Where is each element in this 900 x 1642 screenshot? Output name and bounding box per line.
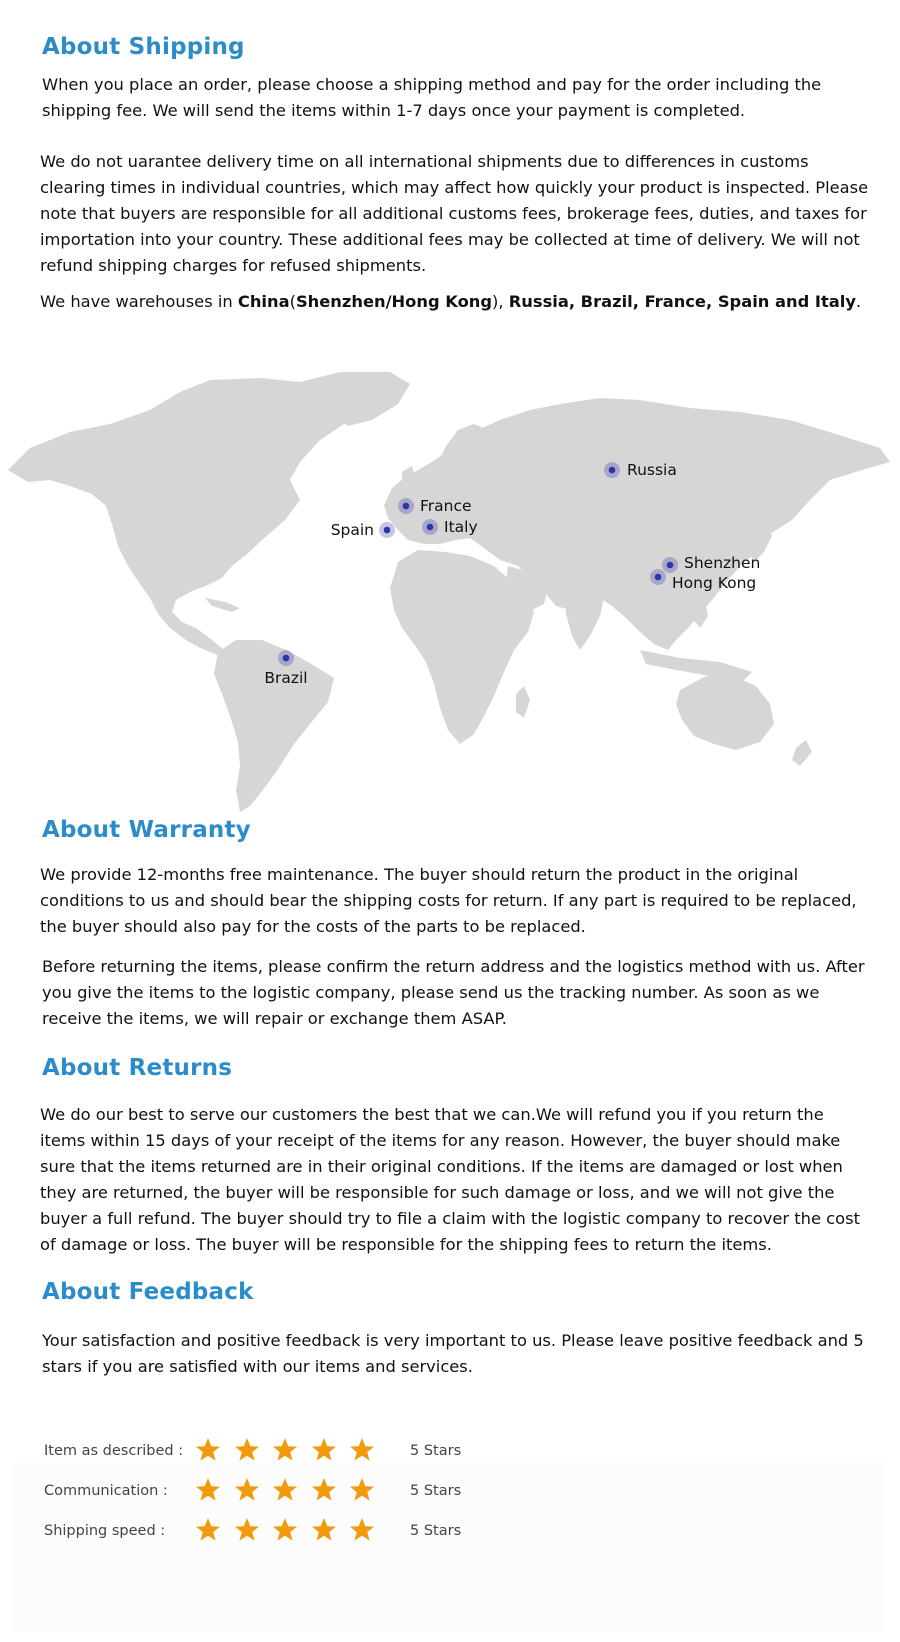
star-icon bbox=[310, 1436, 338, 1464]
rating-row-shipping-speed bbox=[44, 1516, 744, 1550]
pin-label-italy: Italy bbox=[444, 518, 478, 536]
warehouse-china-cities: Shenzhen/Hong Kong bbox=[295, 292, 493, 311]
star-icon bbox=[271, 1516, 299, 1544]
paren-open: ( bbox=[289, 292, 296, 311]
rating-value: 5 Stars bbox=[410, 1523, 462, 1539]
pin-label-france: France bbox=[420, 497, 472, 515]
pin-russia-dot bbox=[609, 467, 616, 474]
warehouses-prefix: We have warehouses in bbox=[40, 292, 238, 311]
pin-label-russia: Russia bbox=[627, 461, 677, 479]
world-map bbox=[0, 372, 900, 822]
warranty-paragraph-2: Before returning the items, please confirm the return address and the logistics method with us. After you give the items to the logistic company, please send us the tracking number. As soon as we receive the items, we will repair or exchange them ASAP. bbox=[42, 957, 865, 1028]
pin-spain bbox=[331, 521, 395, 539]
returns-title: About Returns bbox=[42, 1055, 233, 1081]
rating-value: 5 Stars bbox=[410, 1483, 462, 1499]
rating-value: 5 Stars bbox=[410, 1443, 462, 1459]
star-icon bbox=[233, 1436, 261, 1464]
star-icon bbox=[233, 1516, 261, 1544]
star-icon bbox=[271, 1476, 299, 1504]
north-america-shape bbox=[8, 378, 380, 655]
se-asia-islands-shape bbox=[640, 650, 752, 680]
pin-spain-dot bbox=[384, 527, 391, 534]
pin-label-hong-kong: Hong Kong bbox=[672, 574, 757, 592]
star-icon bbox=[348, 1436, 376, 1464]
star-icon bbox=[194, 1476, 222, 1504]
warranty-paragraph-1: We provide 12-months free maintenance. The buyer should return the product in the original conditions to us and should bear the shipping costs for return. If any part is required to be replaced, the buyer should also pay for the costs of the parts to be replaced. bbox=[40, 865, 857, 936]
australia-shape bbox=[676, 676, 774, 750]
pin-france bbox=[398, 497, 472, 515]
feedback-paragraph: Your satisfaction and positive feedback is very important to us. Please leave positive feedback and 5 stars if you are satisfied with our items and services. bbox=[42, 1331, 864, 1376]
rating-row-communication bbox=[44, 1476, 744, 1510]
star-icon bbox=[348, 1476, 376, 1504]
star-icon bbox=[310, 1516, 338, 1544]
caribbean-shape bbox=[205, 598, 240, 612]
warranty-title: About Warranty bbox=[42, 817, 251, 843]
rating-row-item-as-described bbox=[44, 1436, 744, 1470]
star-icon bbox=[271, 1436, 299, 1464]
star-icon bbox=[310, 1476, 338, 1504]
feedback-title: About Feedback bbox=[42, 1279, 254, 1305]
south-america-shape bbox=[214, 640, 334, 812]
warehouses-suffix: . bbox=[855, 292, 862, 311]
rating-label: Item as described : bbox=[44, 1443, 184, 1459]
new-zealand-shape bbox=[792, 740, 812, 766]
pin-italy bbox=[422, 518, 478, 536]
paren-close: ), bbox=[492, 292, 509, 311]
returns-paragraph: We do our best to serve our customers the best that we can.We will refund you if you return the items within 15 days of your receipt of the items for any reason. However, the buyer should make sure that the items returned are in their original conditions. If the items are damaged or lost when they are returned, the buyer will be responsible for such damage or loss, and we will not give the buyer a full refund. The buyer should try to file a claim with the logistic company to recover the cost of damage or loss. The buyer will be responsible for the shipping fees to return the items. bbox=[40, 1105, 860, 1254]
ratings-panel bbox=[14, 1443, 886, 1632]
star-icon bbox=[233, 1476, 261, 1504]
world-map-land bbox=[8, 372, 890, 812]
pin-label-shenzhen: Shenzhen bbox=[684, 554, 761, 572]
rating-label: Communication : bbox=[44, 1483, 168, 1499]
star-icon bbox=[194, 1436, 222, 1464]
star-icon bbox=[348, 1516, 376, 1544]
warehouse-others: Russia, Brazil, France, Spain and Italy bbox=[508, 292, 856, 311]
pin-italy-dot bbox=[427, 524, 434, 531]
pin-shenzhen-dot bbox=[667, 562, 674, 569]
shipping-paragraph-1: When you place an order, please choose a shipping method and pay for the order including the shipping fee. We will send the items within 1-7 days once your payment is completed. bbox=[42, 75, 822, 120]
warehouses-paragraph bbox=[40, 289, 870, 315]
shipping-paragraph-2: We do not uarantee delivery time on all international shipments due to differences in customs clearing times in individual countries, which may affect how quickly your product is inspected. Please note that buyers are responsible for all additional customs fees, brokerage fees, duties, and taxes for importation into your country. These additional fees may be collected at time of delivery. We will not refund shipping charges for refused shipments. bbox=[40, 152, 869, 275]
india-shape bbox=[566, 586, 604, 650]
pin-label-brazil: Brazil bbox=[264, 669, 308, 687]
warehouse-china: China bbox=[237, 292, 290, 311]
rating-label: Shipping speed : bbox=[44, 1523, 166, 1539]
madagascar-shape bbox=[516, 686, 530, 718]
pin-label-spain: Spain bbox=[330, 521, 374, 539]
star-icon bbox=[194, 1516, 222, 1544]
pin-hong-kong-dot bbox=[655, 574, 662, 581]
pin-russia bbox=[604, 461, 677, 479]
shipping-title: About Shipping bbox=[42, 34, 245, 60]
pin-france-dot bbox=[403, 503, 410, 510]
pin-brazil-dot bbox=[283, 655, 290, 662]
